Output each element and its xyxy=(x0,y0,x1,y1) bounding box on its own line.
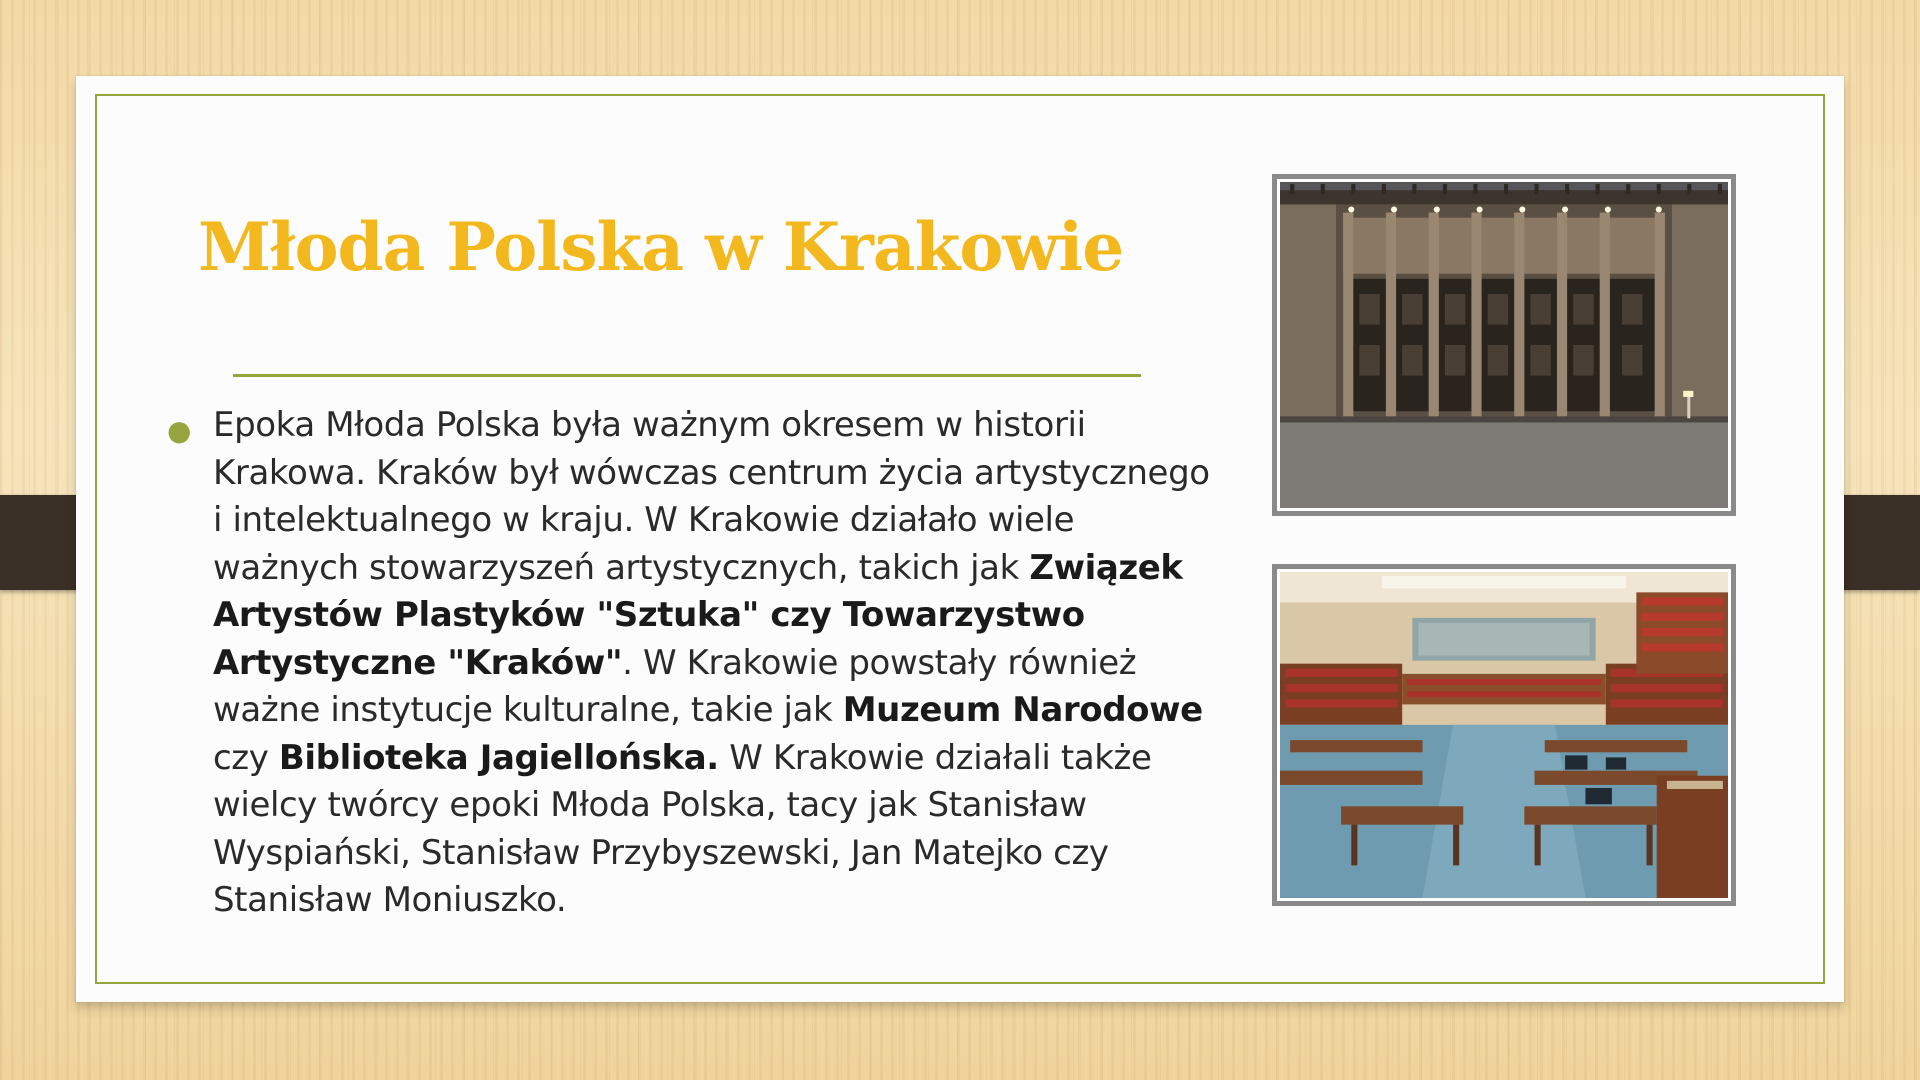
text-run: W Krakowie działali także wielcy twórcy epoki Młoda Polska, tacy jak Stanisław Wyspiański, Stanisław Przybyszewski, Jan Matejko czy Stanisław Moniuszko. xyxy=(213,737,1152,920)
museum-building-image xyxy=(1280,182,1728,508)
museum-building-photo xyxy=(1272,174,1736,516)
library-reading-room-photo xyxy=(1272,564,1736,906)
text-run-bold: Związek Artystów Plastyków "Sztuka" czy Towarzystwo Artystyczne "Kraków" xyxy=(213,547,1183,683)
slide-card xyxy=(76,76,1844,1002)
text-run: . W Krakowie powstały również ważne instytucje kulturalne, takie jak xyxy=(213,642,1137,730)
text-run: Epoka Młoda Polska była ważnym okresem w historii Krakowa. Kraków był wówczas centrum życia artystycznego i intelektualnego w kraju. W Krakowie działało wiele ważnych stowarzyszeń artystycznych, takich jak xyxy=(213,405,1210,588)
library-reading-room-image xyxy=(1280,572,1728,898)
text-run-bold: Biblioteka Jagiellońska. xyxy=(278,737,719,778)
body-paragraph xyxy=(213,402,1213,925)
text-run: czy xyxy=(213,737,279,778)
title-underline xyxy=(233,374,1141,377)
bullet-icon: ● xyxy=(167,414,192,447)
text-run-bold: Muzeum Narodowe xyxy=(842,690,1203,730)
slide-title: Młoda Polska w Krakowie xyxy=(198,208,1124,286)
